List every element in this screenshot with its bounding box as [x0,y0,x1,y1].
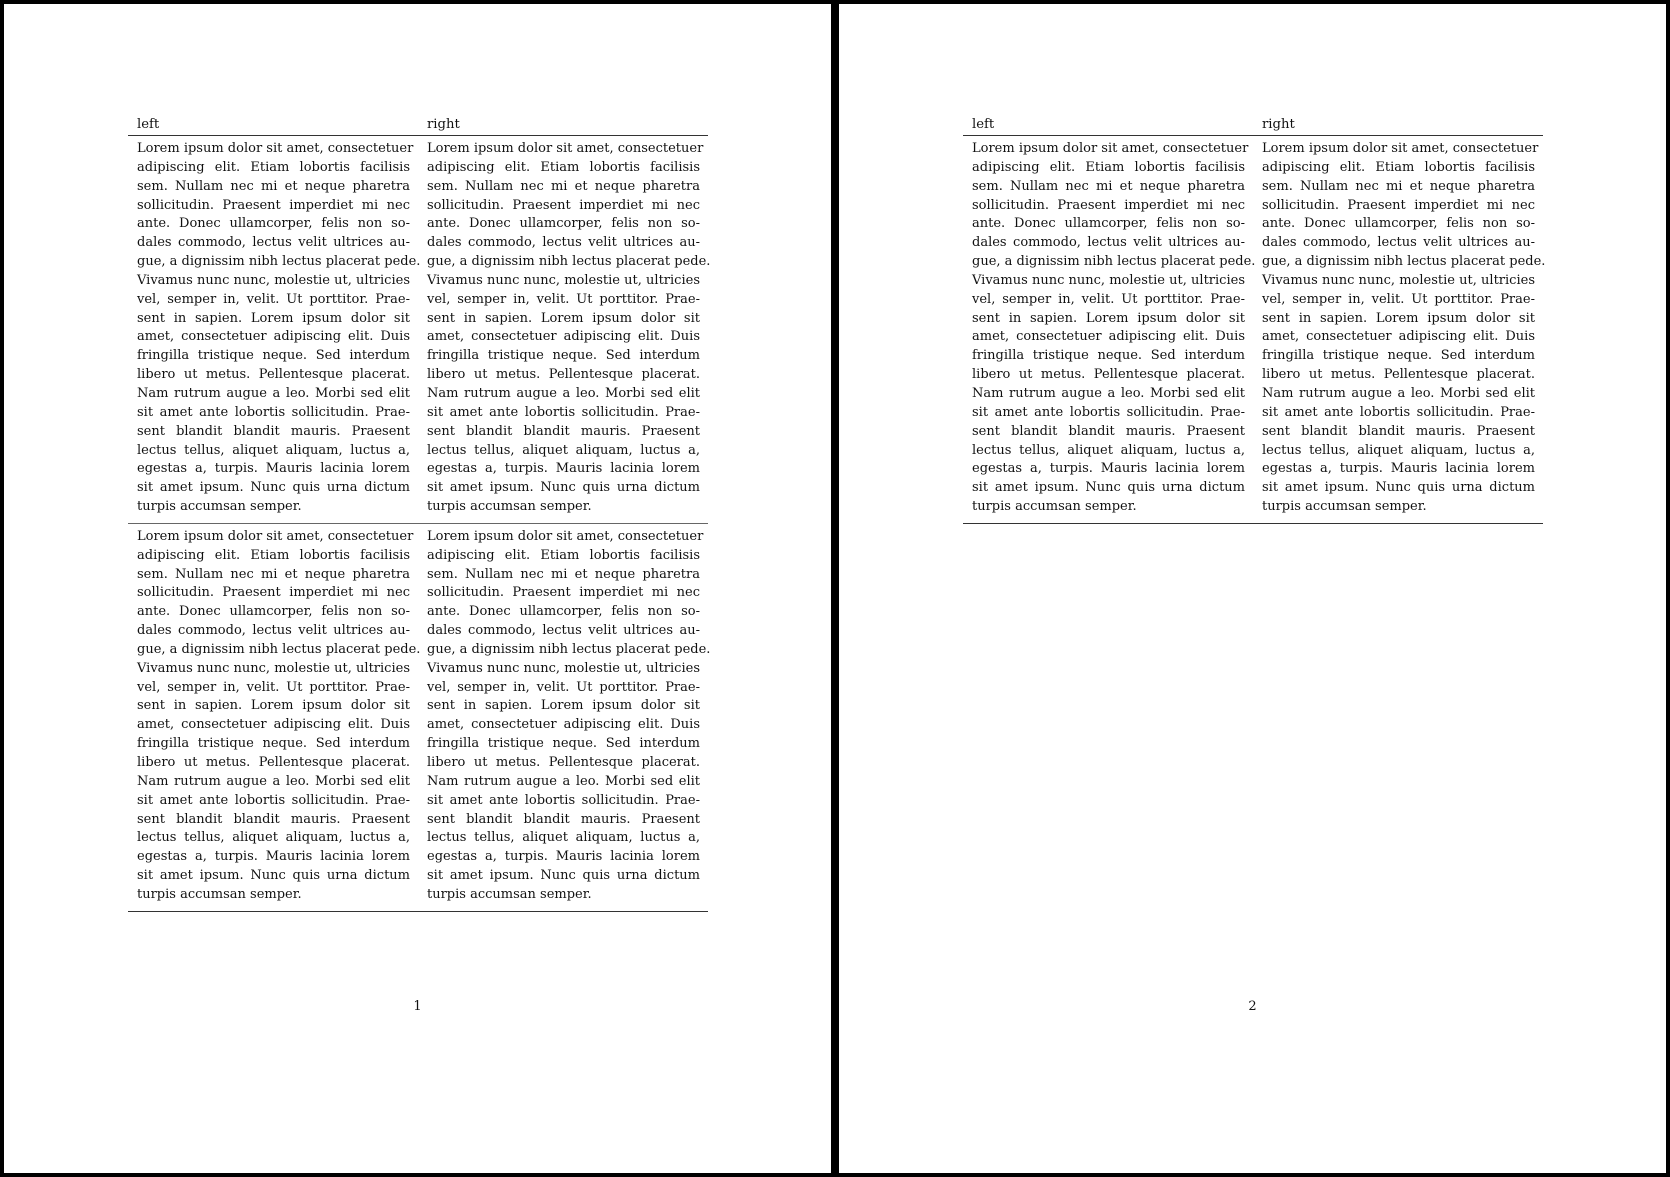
paragraph-line: gue, a dignissim nibh lectus placerat pede. [427,641,711,657]
paragraph-line: sit amet ipsum. Nunc quis urna dictum [137,868,410,884]
paragraph-line: sit amet ante lobortis sollicitudin. Prae- [137,792,410,808]
paragraph-line: Lorem ipsum dolor sit amet, consectetuer [1262,141,1539,156]
paragraph-line: egestas a, turpis. Mauris lacinia lorem [137,461,410,477]
paragraph-line: Vivamus nunc nunc, molestie ut, ultricies [972,272,1245,288]
table-header [128,116,708,136]
paragraph-line: sit amet ipsum. Nunc quis urna dictum [972,480,1245,496]
longtable [128,116,711,912]
table-row [128,524,711,912]
paragraph-line: Nam rutrum augue a leo. Morbi sed elit [137,385,410,401]
paragraph-line: ante. Donec ullamcorper, felis non so- [137,604,410,620]
paragraph-line: sent blandit blandit mauris. Praesent [137,811,410,827]
cell-left [963,140,1256,517]
paragraph-line: Nam rutrum augue a leo. Morbi sed elit [427,385,700,401]
header-left: left [972,117,995,132]
paragraph-line: sit amet ipsum. Nunc quis urna dictum [1262,480,1535,496]
paragraph-line: sit amet ante lobortis sollicitudin. Prae- [427,792,700,808]
paragraph-line: Vivamus nunc nunc, molestie ut, ultricies [427,660,700,676]
paragraph-line: lectus tellus, aliquet aliquam, luctus a, [1262,442,1535,458]
table-header [963,116,1543,136]
paragraph-line: dales commodo, lectus velit ultrices au- [427,623,700,639]
paragraph-line: sit amet ipsum. Nunc quis urna dictum [137,480,410,496]
paragraph-line: sent in sapien. Lorem ipsum dolor sit [972,310,1245,326]
paragraph-line: sent in sapien. Lorem ipsum dolor sit [1262,310,1535,326]
paragraph-line: adipiscing elit. Etiam lobortis facilisis [427,547,700,563]
paragraph-line: sent blandit blandit mauris. Praesent [972,423,1245,439]
paragraph-line: sent in sapien. Lorem ipsum dolor sit [427,310,700,326]
paragraph-line: sit amet ante lobortis sollicitudin. Prae- [1262,404,1535,420]
paragraph-line: libero ut metus. Pellentesque placerat. [427,755,700,770]
paragraph-line: sent blandit blandit mauris. Praesent [427,423,700,439]
paragraph-line: dales commodo, lectus velit ultrices au- [137,235,410,251]
paragraph-line: ante. Donec ullamcorper, felis non so- [972,216,1245,232]
paragraph-line: Nam rutrum augue a leo. Morbi sed elit [972,385,1245,401]
cell-right [418,140,711,517]
paragraph-line: Vivamus nunc nunc, molestie ut, ultricies [1262,272,1535,288]
paragraph-line: Vivamus nunc nunc, molestie ut, ultricies [137,660,410,676]
longtable [963,116,1546,524]
paragraph-line: sent blandit blandit mauris. Praesent [427,811,700,827]
paragraph-line: gue, a dignissim nibh lectus placerat pede. [137,254,421,270]
paragraph-line: sollicitudin. Praesent imperdiet mi nec [1262,197,1535,213]
paragraph-line: turpis accumsan semper. [427,499,592,515]
paragraph-line: sem. Nullam nec mi et neque pharetra [137,178,410,194]
page-1 [4,4,831,1173]
paragraph-line: ante. Donec ullamcorper, felis non so- [137,216,410,232]
paragraph-line: fringilla tristique neque. Sed interdum [1262,348,1535,364]
paragraph-line: sollicitudin. Praesent imperdiet mi nec [972,197,1245,213]
table-row [963,136,1546,524]
paragraph-line: libero ut metus. Pellentesque placerat. [137,367,410,383]
paragraph-line: amet, consectetuer adipiscing elit. Duis [137,717,410,733]
paragraph-line: Vivamus nunc nunc, molestie ut, ultricies [137,272,410,288]
paragraph-line: Lorem ipsum dolor sit amet, consectetuer [427,141,704,156]
paragraph-line: amet, consectetuer adipiscing elit. Duis [427,717,700,733]
paragraph-line: sem. Nullam nec mi et neque pharetra [972,178,1245,194]
paragraph-line: egestas a, turpis. Mauris lacinia lorem [427,849,700,865]
paragraph-line: sollicitudin. Praesent imperdiet mi nec [427,197,700,213]
paragraph-line: vel, semper in, velit. Ut porttitor. Prae- [137,679,410,695]
paragraph-line: turpis accumsan semper. [1262,499,1427,515]
paragraph-line: Vivamus nunc nunc, molestie ut, ultricies [427,272,700,288]
paragraph-line: sent blandit blandit mauris. Praesent [137,423,410,439]
paragraph-line: Lorem ipsum dolor sit amet, consectetuer [137,528,414,544]
paragraph-line: egestas a, turpis. Mauris lacinia lorem [137,849,410,865]
paragraph-line: Lorem ipsum dolor sit amet, consectetuer [427,528,704,544]
paragraph-line: sit amet ipsum. Nunc quis urna dictum [427,480,700,496]
header-right: right [1262,117,1295,132]
paragraph-line: vel, semper in, velit. Ut porttitor. Prae- [972,291,1245,307]
cell-left [128,528,421,905]
paragraph-line: egestas a, turpis. Mauris lacinia lorem [1262,461,1535,477]
paragraph-line: sit amet ipsum. Nunc quis urna dictum [427,868,700,884]
paragraph-line: Lorem ipsum dolor sit amet, consectetuer [972,141,1249,156]
paragraph-line: dales commodo, lectus velit ultrices au- [972,235,1245,251]
cell-left [128,140,421,517]
paragraph-line: amet, consectetuer adipiscing elit. Duis [427,329,700,345]
paragraph-line: adipiscing elit. Etiam lobortis facilisis [1262,159,1535,175]
paragraph-line: dales commodo, lectus velit ultrices au- [427,235,700,251]
paragraph-line: egestas a, turpis. Mauris lacinia lorem [427,461,700,477]
paragraph-line: lectus tellus, aliquet aliquam, luctus a, [427,442,700,458]
paragraph-line: dales commodo, lectus velit ultrices au- [137,623,410,639]
paragraph-line: turpis accumsan semper. [972,499,1137,515]
paragraph-line: amet, consectetuer adipiscing elit. Duis [137,329,410,345]
paragraph-line: fringilla tristique neque. Sed interdum [972,348,1245,364]
paragraph-line: sit amet ante lobortis sollicitudin. Prae- [427,404,700,420]
cell-right [418,528,711,905]
paragraph-line: turpis accumsan semper. [137,886,302,902]
header-left: left [137,117,160,132]
paragraph-line: sit amet ante lobortis sollicitudin. Prae- [137,404,410,420]
paragraph-line: sollicitudin. Praesent imperdiet mi nec [137,197,410,213]
paragraph-line: vel, semper in, velit. Ut porttitor. Prae- [427,291,700,307]
paragraph-line: dales commodo, lectus velit ultrices au- [1262,235,1535,251]
paragraph-line: sent blandit blandit mauris. Praesent [1262,423,1535,439]
paragraph-line: turpis accumsan semper. [427,886,592,902]
paragraph-line: Nam rutrum augue a leo. Morbi sed elit [427,773,700,789]
paragraph-line: lectus tellus, aliquet aliquam, luctus a, [137,442,410,458]
paragraph-line: fringilla tristique neque. Sed interdum [137,348,410,364]
paragraph-line: sem. Nullam nec mi et neque pharetra [137,566,410,582]
paragraph-line: sollicitudin. Praesent imperdiet mi nec [137,585,410,601]
paragraph-line: vel, semper in, velit. Ut porttitor. Prae- [1262,291,1535,307]
paragraph-line: turpis accumsan semper. [137,499,302,515]
paragraph-line: gue, a dignissim nibh lectus placerat pede. [427,254,711,270]
table-row [128,136,711,524]
paragraph-line: Lorem ipsum dolor sit amet, consectetuer [137,141,414,156]
paragraph-line: lectus tellus, aliquet aliquam, luctus a, [972,442,1245,458]
paragraph-line: Nam rutrum augue a leo. Morbi sed elit [137,773,410,789]
paragraph-line: libero ut metus. Pellentesque placerat. [427,367,700,383]
paragraph-line: ante. Donec ullamcorper, felis non so- [427,216,700,232]
paragraph-line: sem. Nullam nec mi et neque pharetra [1262,178,1535,194]
paragraph-line: Nam rutrum augue a leo. Morbi sed elit [1262,385,1535,401]
paragraph-line: sent in sapien. Lorem ipsum dolor sit [427,698,700,714]
paragraph-line: amet, consectetuer adipiscing elit. Duis [1262,329,1535,345]
paragraph-line: gue, a dignissim nibh lectus placerat pede. [972,254,1256,270]
paragraph-line: adipiscing elit. Etiam lobortis facilisis [137,159,410,175]
paragraph-line: sem. Nullam nec mi et neque pharetra [427,566,700,582]
paragraph-line: libero ut metus. Pellentesque placerat. [137,755,410,770]
paragraph-line: gue, a dignissim nibh lectus placerat pede. [1262,254,1546,270]
paragraph-line: adipiscing elit. Etiam lobortis facilisis [427,159,700,175]
paragraph-line: adipiscing elit. Etiam lobortis facilisis [972,159,1245,175]
paragraph-line: libero ut metus. Pellentesque placerat. [1262,367,1535,383]
page-number: 1 [413,999,422,1014]
paragraph-line: egestas a, turpis. Mauris lacinia lorem [972,461,1245,477]
paragraph-line: fringilla tristique neque. Sed interdum [427,348,700,364]
paragraph-line: sem. Nullam nec mi et neque pharetra [427,178,700,194]
page-number: 2 [1248,999,1257,1014]
paragraph-line: amet, consectetuer adipiscing elit. Duis [972,329,1245,345]
paragraph-line: libero ut metus. Pellentesque placerat. [972,367,1245,383]
paragraph-line: sit amet ante lobortis sollicitudin. Prae- [972,404,1245,420]
paragraph-line: vel, semper in, velit. Ut porttitor. Prae- [137,291,410,307]
paragraph-line: vel, semper in, velit. Ut porttitor. Prae- [427,679,700,695]
paragraph-line: lectus tellus, aliquet aliquam, luctus a, [427,830,700,846]
paragraph-line: fringilla tristique neque. Sed interdum [427,736,700,752]
paragraph-line: adipiscing elit. Etiam lobortis facilisis [137,547,410,563]
page-2 [839,4,1666,1173]
paragraph-line: sollicitudin. Praesent imperdiet mi nec [427,585,700,601]
paragraph-line: sent in sapien. Lorem ipsum dolor sit [137,698,410,714]
paragraph-line: gue, a dignissim nibh lectus placerat pede. [137,641,421,657]
header-right: right [427,117,460,132]
cell-right [1253,140,1546,517]
paragraph-line: fringilla tristique neque. Sed interdum [137,736,410,752]
paragraph-line: ante. Donec ullamcorper, felis non so- [427,604,700,620]
paragraph-line: sent in sapien. Lorem ipsum dolor sit [137,310,410,326]
paragraph-line: ante. Donec ullamcorper, felis non so- [1262,216,1535,232]
paragraph-line: lectus tellus, aliquet aliquam, luctus a, [137,830,410,846]
